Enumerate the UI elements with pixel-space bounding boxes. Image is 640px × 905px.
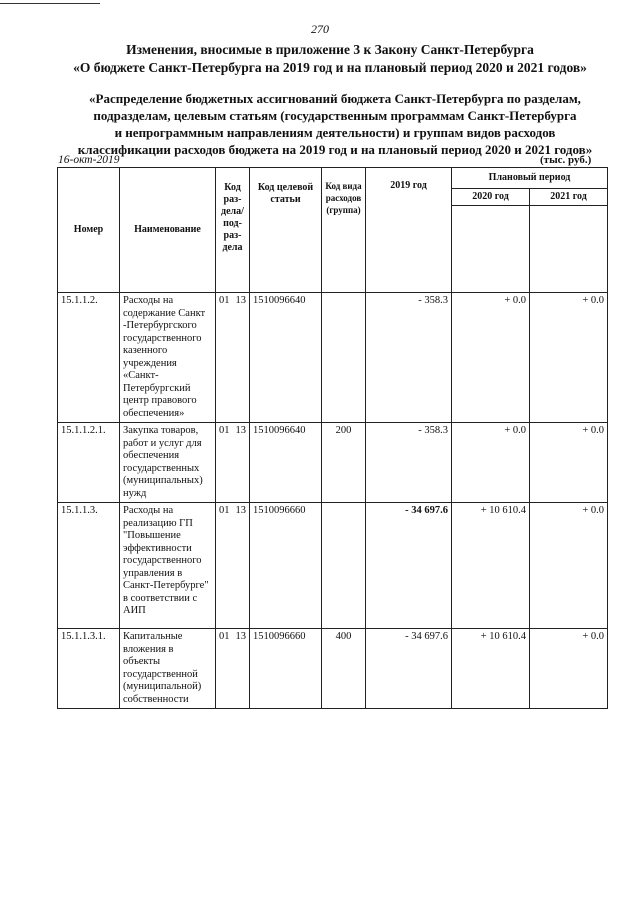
row-name: Капитальные вложения в объекты государственной (муниципальной) собственности — [120, 629, 216, 709]
header-number: Номер — [58, 168, 120, 293]
title-line: «О бюджете Санкт-Петербурга на 2019 год и на плановый период 2020 и 2021 годов» — [73, 60, 587, 75]
row-2019: - 34 697.6 — [366, 503, 452, 629]
row-type — [322, 293, 366, 423]
table-row — [58, 629, 608, 709]
row-section: 01 13 — [216, 629, 250, 709]
row-2021: + 0.0 — [530, 423, 608, 503]
units-label: (тыс. руб.) — [540, 154, 592, 166]
document-title — [40, 41, 620, 77]
document-subtitle — [50, 90, 620, 158]
subtitle-line: «Распределение бюджетных ассигнований бюджета Санкт-Петербурга по разделам, — [89, 91, 581, 106]
row-type: 400 — [322, 629, 366, 709]
subtitle-line: и непрограммным направлениям деятельности) и группам видов расходов — [114, 125, 556, 140]
row-2021: + 0.0 — [530, 629, 608, 709]
row-section: 01 13 — [216, 503, 250, 629]
row-section: 01 13 — [216, 423, 250, 503]
header-2020-space — [452, 206, 530, 293]
row-name: Расходы на реализацию ГП "Повышение эффективности государственного управления в Санкт-Петербурге" в соответствии с АИП — [120, 503, 216, 629]
row-2019: - 358.3 — [366, 423, 452, 503]
top-rule — [0, 3, 100, 4]
header-section-code: Код раз- дела/ под- раз- дела — [216, 168, 250, 293]
row-article: 1510096640 — [250, 293, 322, 423]
row-number: 15.1.1.2.1. — [58, 423, 120, 503]
row-section: 01 13 — [216, 293, 250, 423]
row-2020: + 0.0 — [452, 423, 530, 503]
row-article: 1510096660 — [250, 629, 322, 709]
row-type: 200 — [322, 423, 366, 503]
table-row — [58, 423, 608, 503]
title-line: Изменения, вносимые в приложение 3 к Закону Санкт-Петербурга — [126, 42, 534, 57]
row-name: Закупка товаров, работ и услуг для обеспечения государственных (муниципальных) нужд — [120, 423, 216, 503]
row-2019: - 358.3 — [366, 293, 452, 423]
row-name: Расходы на содержание Санкт -Петербургского государственного казенного учреждения «Санкт-Петербургский центр правового обеспечения» — [120, 293, 216, 423]
row-2021: + 0.0 — [530, 293, 608, 423]
row-2020: + 10 610.4 — [452, 503, 530, 629]
document-date: 16-окт-2019 — [58, 154, 120, 166]
budget-table — [57, 167, 608, 709]
row-number: 15.1.1.3. — [58, 503, 120, 629]
header-name: Наименование — [120, 168, 216, 293]
header-type-code: Код вида расходов (группа) — [322, 168, 366, 293]
row-article: 1510096660 — [250, 503, 322, 629]
header-planned-period: Плановый период — [452, 168, 608, 189]
header-2019: 2019 год — [366, 168, 452, 293]
subtitle-line: классификации расходов бюджета на 2019 год и на плановый период 2020 и 2021 годов» — [77, 142, 593, 157]
row-number: 15.1.1.2. — [58, 293, 120, 423]
row-article: 1510096640 — [250, 423, 322, 503]
row-2020: + 10 610.4 — [452, 629, 530, 709]
row-2020: + 0.0 — [452, 293, 530, 423]
row-2021: + 0.0 — [530, 503, 608, 629]
row-2019: - 34 697.6 — [366, 629, 452, 709]
header-2021-space — [530, 206, 608, 293]
row-number: 15.1.1.3.1. — [58, 629, 120, 709]
subtitle-line: подразделам, целевым статьям (государственным программам Санкт-Петербурга — [93, 108, 577, 123]
table-row — [58, 503, 608, 629]
header-2021: 2021 год — [530, 189, 608, 206]
header-2020: 2020 год — [452, 189, 530, 206]
page-number: 270 — [311, 22, 329, 36]
row-type — [322, 503, 366, 629]
header-article-code: Код целевой статьи — [250, 168, 322, 293]
table-row — [58, 293, 608, 423]
